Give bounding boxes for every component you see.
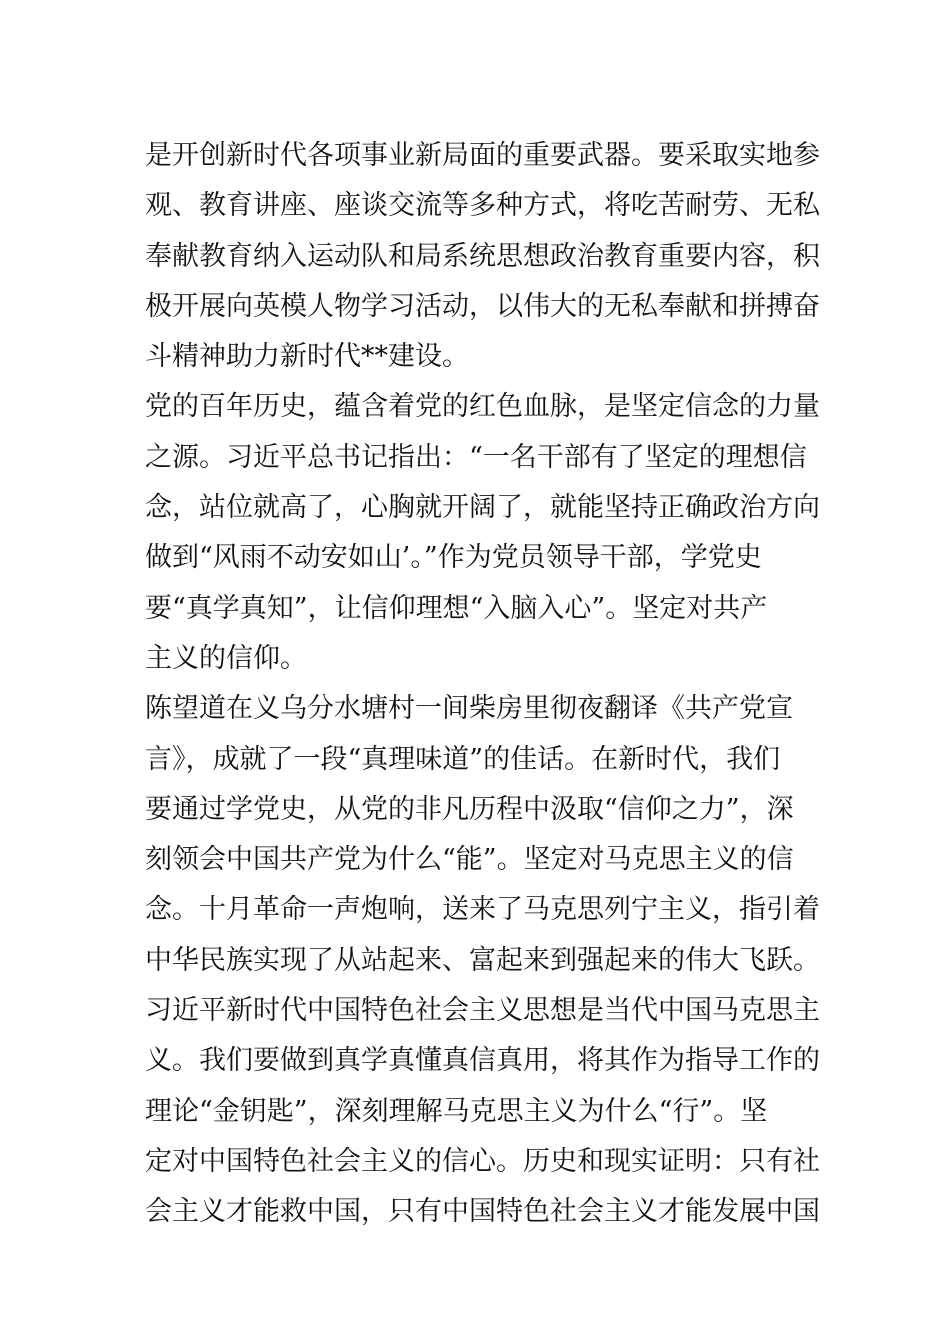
text-line: 念。十月革命一声炮响，送来了马克思列宁主义，指引着	[145, 894, 820, 926]
text-line: 观、教育讲座、座谈交流等多种方式，将吃苦耐劳、无私	[145, 190, 820, 222]
body-text	[145, 131, 820, 1238]
text-line: 斗精神助力新时代**建设。	[145, 341, 469, 373]
text-line: 之源。习近平总书记指出：“一名干部有了坚定的理想信	[145, 441, 807, 473]
text-line: 定对中国特色社会主义的信心。历史和现实证明：只有社	[145, 1145, 820, 1177]
text-line: 理论“金钥匙”，深刻理解马克思主义为什么“行”。坚	[145, 1095, 768, 1127]
text-line: 做到“风雨不动安如山’。”作为党员领导干部，学党史	[145, 542, 762, 574]
text-line: 是开创新时代各项事业新局面的重要武器。要采取实地参	[145, 140, 820, 171]
text-line: 极开展向英模人物学习活动，以伟大的无私奉献和拼搏奋	[145, 290, 820, 322]
text-line: 言》，成就了一段“真理味道”的佳话。在新时代，我们	[145, 743, 781, 775]
text-line: 党的百年历史，蕴含着党的红色血脉，是坚定信念的力量	[145, 391, 820, 423]
text-line: 刻领会中国共产党为什么“能”。坚定对马克思主义的信	[145, 844, 794, 876]
text-line: 奉献教育纳入运动队和局系统思想政治教育重要内容，积	[145, 240, 820, 272]
text-line: 义。我们要做到真学真懂真信真用，将其作为指导工作的	[145, 1045, 820, 1077]
text-line: 中华民族实现了从站起来、富起来到强起来的伟大飞跃。	[145, 944, 820, 976]
text-line: 习近平新时代中国特色社会主义思想是当代中国马克思主	[145, 995, 820, 1027]
text-line: 主义的信仰。	[145, 642, 307, 674]
text-line: 念，站位就高了，心胸就开阔了，就能坚持正确政治方向	[145, 492, 820, 524]
text-line: 会主义才能救中国，只有中国特色社会主义才能发展中国	[145, 1196, 820, 1228]
text-line: 要通过学党史，从党的非凡历程中汲取“信仰之力”，深	[145, 793, 794, 825]
text-line: 陈望道在义乌分水塘村一间柴房里彻夜翻译《共产党宣	[145, 693, 793, 725]
text-line: 要“真学真知”，让信仰理想“入脑入心”。坚定对共产	[145, 592, 768, 624]
